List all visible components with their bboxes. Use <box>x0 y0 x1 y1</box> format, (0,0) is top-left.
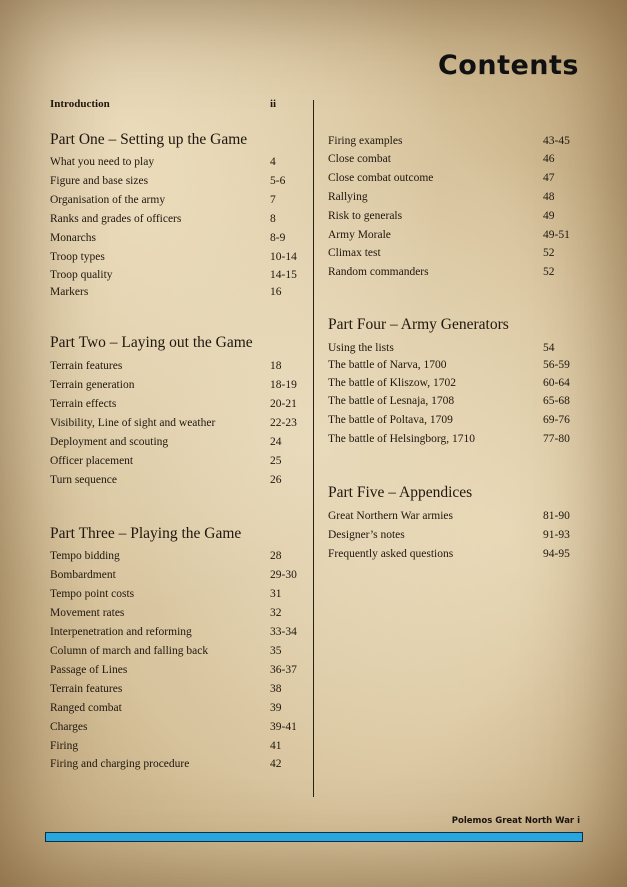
toc-entry-label: Bombardment <box>50 569 116 581</box>
toc-entry-label: Close combat outcome <box>328 172 434 184</box>
toc-entry-label: Ranks and grades of officers <box>50 213 182 225</box>
toc-entry-page: 65-68 <box>543 395 570 407</box>
toc-entry-page: 32 <box>270 607 282 619</box>
toc-entry-label: Tempo bidding <box>50 550 120 562</box>
toc-entry-page: 16 <box>270 286 282 298</box>
toc-entry-label: The battle of Narva, 1700 <box>328 359 447 371</box>
toc-entry-page: 47 <box>543 172 555 184</box>
toc-entry-label: Interpenetration and reforming <box>50 626 192 638</box>
toc-entry-page: 38 <box>270 683 282 695</box>
toc-entry-label: Passage of Lines <box>50 664 128 676</box>
toc-entry-label: The battle of Helsingborg, 1710 <box>328 433 476 445</box>
toc-entry-page: 28 <box>270 550 282 562</box>
toc-entry-page: 25 <box>270 455 282 467</box>
toc-entry-label: Charges <box>50 721 88 733</box>
toc-entry-label: Close combat <box>328 153 391 165</box>
toc-entry-label: Frequently asked questions <box>328 548 454 560</box>
toc-entry-label: Random commanders <box>328 266 429 278</box>
toc-entry-label: Terrain features <box>50 683 123 695</box>
toc-entry-label: Terrain effects <box>50 398 117 410</box>
toc-entry-label: Designer’s notes <box>328 529 405 541</box>
toc-entry-page: 56-59 <box>543 359 570 371</box>
toc-entry-page: 22-23 <box>270 417 297 429</box>
footer-bar <box>45 832 583 842</box>
toc-entry-page: 41 <box>270 740 282 752</box>
toc-entry-label: Firing examples <box>328 135 403 147</box>
toc-entry-page: 52 <box>543 247 555 259</box>
toc-entry-label: Terrain generation <box>50 379 135 391</box>
toc-entry-label: Firing <box>50 740 79 752</box>
toc-entry-page: 39-41 <box>270 721 297 733</box>
toc-entry-page: 49-51 <box>543 229 570 241</box>
section-heading-part-five: Part Five – Appendices <box>328 484 473 501</box>
toc-entry-label: Turn sequence <box>50 474 117 486</box>
toc-entry-label: Figure and base sizes <box>50 175 149 187</box>
toc-entry-label: Risk to generals <box>328 210 403 222</box>
section-heading-part-four: Part Four – Army Generators <box>328 316 509 333</box>
column-divider <box>313 100 314 797</box>
toc-entry-page: 77-80 <box>543 433 570 445</box>
section-heading-part-one: Part One – Setting up the Game <box>50 131 248 148</box>
toc-entry-label: Tempo point costs <box>50 588 135 600</box>
section-heading-part-two: Part Two – Laying out the Game <box>50 334 253 351</box>
toc-entry-page: 29-30 <box>270 569 297 581</box>
toc-entry-page: 52 <box>543 266 555 278</box>
toc-entry-page: 18-19 <box>270 379 297 391</box>
toc-entry-page: 69-76 <box>543 414 570 426</box>
toc-entry-page: 24 <box>270 436 282 448</box>
toc-entry-label: Rallying <box>328 191 368 203</box>
toc-entry-label: Ranged combat <box>50 702 122 714</box>
toc-entry-page: 39 <box>270 702 282 714</box>
toc-entry-page: 20-21 <box>270 398 297 410</box>
toc-entry-page: 33-34 <box>270 626 297 638</box>
toc-entry-page: 36-37 <box>270 664 297 676</box>
toc-entry-label: The battle of Lesnaja, 1708 <box>328 395 455 407</box>
page-title: Contents <box>437 50 579 81</box>
toc-entry-page: 42 <box>270 758 282 770</box>
toc-entry-label: Officer placement <box>50 455 134 467</box>
section-heading-part-three: Part Three – Playing the Game <box>50 525 242 542</box>
toc-entry-page: 54 <box>543 342 555 354</box>
toc-entry-label: Deployment and scouting <box>50 436 169 448</box>
toc-entry-label: Army Morale <box>328 229 391 241</box>
toc-entry-label: Firing and charging procedure <box>50 758 190 770</box>
toc-entry-page: ii <box>270 98 277 110</box>
toc-entry-label: Introduction <box>50 98 110 110</box>
toc-entry-label: Great Northern War armies <box>328 510 453 522</box>
toc-entry-page: 10-14 <box>270 251 297 263</box>
toc-entry-page: 8 <box>270 213 276 225</box>
toc-entry-page: 43-45 <box>543 135 570 147</box>
toc-entry-page: 7 <box>270 194 276 206</box>
toc-entry-page: 94-95 <box>543 548 570 560</box>
toc-entry-label: Terrain features <box>50 360 123 372</box>
toc-entry-page: 4 <box>270 156 276 168</box>
toc-entry-label: Monarchs <box>50 232 96 244</box>
toc-entry-page: 35 <box>270 645 282 657</box>
toc-entry-label: Visibility, Line of sight and weather <box>50 417 216 429</box>
toc-entry-label: What you need to play <box>50 156 155 168</box>
toc-entry-label: Using the lists <box>328 342 394 354</box>
toc-entry-page: 8-9 <box>270 232 286 244</box>
toc-entry-label: Climax test <box>328 247 381 259</box>
toc-entry-label: Troop quality <box>50 269 113 281</box>
toc-entry-label: The battle of Kliszow, 1702 <box>328 377 456 389</box>
toc-entry-page: 46 <box>543 153 555 165</box>
footer-running-title: Polemos Great North War i <box>451 816 580 826</box>
toc-entry-page: 14-15 <box>270 269 297 281</box>
toc-entry-label: Movement rates <box>50 607 125 619</box>
toc-entry-page: 48 <box>543 191 555 203</box>
toc-entry-page: 26 <box>270 474 282 486</box>
toc-entry-page: 60-64 <box>543 377 570 389</box>
toc-entry-label: Organisation of the army <box>50 194 166 206</box>
toc-entry-label: Markers <box>50 286 89 298</box>
toc-entry-page: 31 <box>270 588 282 600</box>
toc-entry-label: The battle of Poltava, 1709 <box>328 414 453 426</box>
toc-entry-page: 49 <box>543 210 555 222</box>
toc-entry-page: 81-90 <box>543 510 570 522</box>
toc-entry-label: Column of march and falling back <box>50 645 209 657</box>
toc-entry-page: 91-93 <box>543 529 570 541</box>
toc-entry-label: Troop types <box>50 251 105 263</box>
toc-entry-page: 18 <box>270 360 282 372</box>
toc-entry-page: 5-6 <box>270 175 286 187</box>
